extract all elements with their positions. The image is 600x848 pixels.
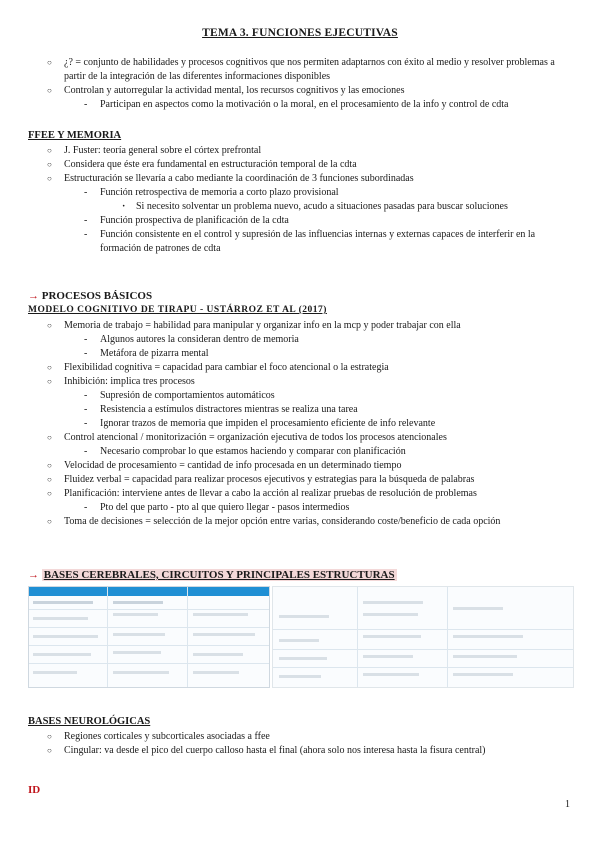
table-gridline: [357, 587, 358, 687]
table-text-placeholder: [113, 633, 165, 636]
table-text-placeholder: [279, 657, 327, 660]
brain-structures-table-image: [28, 586, 270, 688]
list-item: ○ Toma de decisiones = selección de la mejor opción entre varias, considerando coste/beneficio de cada opción: [0, 515, 600, 529]
section-heading-bases-neurologicas: BASES NEUROLÓGICAS: [28, 716, 151, 727]
sub-list-item: - Participan en aspectos como la motivación o la moral, en el procesamiento de la info y control de cdta: [0, 98, 600, 112]
sub-list-item: - Algunos autores la consideran dentro de memoria: [0, 333, 600, 347]
bases-cerebrales-heading-text: BASES CEREBRALES, CIRCUITOS Y PRINCIPALES ESTRUCTURAS: [43, 569, 395, 581]
list-item: ○ J. Fuster: teoría general sobre el córtex prefrontal: [0, 144, 600, 158]
sub-list-item: - Función prospectiva de planificación de la cdta: [0, 214, 600, 228]
table-gridline: [187, 587, 188, 687]
list-item: ○ Planificación: interviene antes de llevar a cabo la acción al realizar pruebas de resolución de problemas: [0, 487, 600, 501]
sub-sub-list-item: · Si necesito solventar un problema nuevo, acudo a situaciones pasadas para buscar soluciones: [0, 200, 600, 214]
table-text-placeholder: [363, 673, 419, 676]
arrow-icon: →: [28, 290, 39, 302]
brain-circuits-table-image: [272, 586, 574, 688]
table-gridline: [447, 587, 448, 687]
table-header-bar: [29, 587, 269, 596]
table-gridline: [107, 587, 108, 687]
table-text-placeholder: [363, 635, 421, 638]
table-text-placeholder: [33, 653, 91, 656]
procesos-section: [0, 319, 600, 529]
table-text-placeholder: [279, 675, 321, 678]
sub-list-item: - Metáfora de pizarra mental: [0, 347, 600, 361]
table-gridline: [273, 667, 573, 668]
page-title: TEMA 3. FUNCIONES EJECUTIVAS: [202, 27, 398, 39]
table-text-placeholder: [33, 601, 93, 604]
table-text-placeholder: [279, 615, 329, 618]
list-item: ○ Flexibilidad cognitiva = capacidad para cambiar el foco atencional o la estrategia: [0, 361, 600, 375]
sub-list-item: - Función consistente en el control y supresión de las influencias internas y externas capaces de interferir en la formación de patrones de cdta: [0, 228, 600, 256]
sub-list-item: - Pto del que parto - pto al que quiero llegar - pasos intermedios: [0, 501, 600, 515]
table-gridline: [29, 663, 269, 664]
table-gridline: [273, 629, 573, 630]
page-number: 1: [565, 799, 570, 810]
table-text-placeholder: [363, 655, 413, 658]
table-gridline: [29, 627, 269, 628]
table-text-placeholder: [113, 651, 161, 654]
list-item: ○ Fluidez verbal = capacidad para realizar procesos ejecutivos y estrategias para la búsqueda de palabras: [0, 473, 600, 487]
sub-list-item: - Función retrospectiva de memoria a corto plazo provisional: [0, 186, 600, 200]
table-text-placeholder: [279, 639, 319, 642]
table-text-placeholder: [33, 617, 88, 620]
table-text-placeholder: [113, 671, 169, 674]
procesos-heading-text: PROCESOS BÁSICOS: [41, 290, 153, 302]
list-item: ○ Regiones corticales y subcorticales asociadas a ffee: [0, 730, 600, 744]
sub-list-item: - Resistencia a estímulos distractores mientras se realiza una tarea: [0, 403, 600, 417]
table-text-placeholder: [193, 653, 243, 656]
table-text-placeholder: [363, 601, 423, 604]
list-item: ○ Memoria de trabajo = habilidad para manipular y organizar info en la mcp y poder trabajar con ella: [0, 319, 600, 333]
table-gridline: [273, 649, 573, 650]
table-text-placeholder: [33, 635, 98, 638]
list-item: ○ Considera que éste era fundamental en estructuración temporal de la cdta: [0, 158, 600, 172]
sub-list-item: - Ignorar trazos de memoria que impiden el procesamiento eficiente de info relevante: [0, 417, 600, 431]
list-item: ○ Inhibición: implica tres procesos: [0, 375, 600, 389]
table-gridline: [29, 609, 269, 610]
list-item: ○ Cingular: va desde el pico del cuerpo calloso hasta el final (ahora solo nos interesa hasta la fisura central): [0, 744, 600, 758]
list-item: ○ Estructuración se llevaría a cabo mediante la coordinación de 3 funciones subordinadas: [0, 172, 600, 186]
table-text-placeholder: [453, 607, 503, 610]
table-text-placeholder: [193, 633, 255, 636]
list-item: ○ Control atencional / monitorización = organización ejecutiva de todos los procesos atencionales: [0, 431, 600, 445]
table-text-placeholder: [113, 613, 158, 616]
sub-list-item: - Supresión de comportamientos automáticos: [0, 389, 600, 403]
table-text-placeholder: [453, 655, 517, 658]
table-text-placeholder: [113, 601, 163, 604]
list-item: ○ Velocidad de procesamiento = cantidad de info procesada en un determinado tiempo: [0, 459, 600, 473]
table-gridline: [29, 645, 269, 646]
id-label: ID: [28, 784, 41, 796]
arrow-icon: →: [28, 569, 39, 581]
sub-list-item: - Necesario comprobar lo que estamos haciendo y comparar con planificación: [0, 445, 600, 459]
list-item: ○ Controlan y autorregular la actividad mental, los recursos cognitivos y las emociones: [0, 84, 600, 98]
table-text-placeholder: [33, 671, 77, 674]
table-text-placeholder: [363, 613, 418, 616]
section-heading-procesos: [28, 290, 152, 302]
table-text-placeholder: [193, 671, 239, 674]
intro-section: [0, 56, 600, 112]
table-text-placeholder: [453, 635, 523, 638]
bases-neurologicas-section: [0, 730, 600, 758]
model-heading: MODELO COGNITIVO DE TIRAPU - USTÁRROZ ET AL (2017): [28, 305, 327, 315]
section-heading-bases-cerebrales: [28, 569, 397, 581]
ffee-memoria-section: [0, 144, 600, 256]
table-text-placeholder: [193, 613, 248, 616]
section-heading-ffee-memoria: FFEE Y MEMORIA: [28, 130, 122, 141]
table-text-placeholder: [453, 673, 513, 676]
list-item: ○ ¿? = conjunto de habilidades y procesos cognitivos que nos permiten adaptarnos con éxito al medio y resolver problemas a partir de la integración de las diferentes informaciones disponibles: [0, 56, 600, 84]
